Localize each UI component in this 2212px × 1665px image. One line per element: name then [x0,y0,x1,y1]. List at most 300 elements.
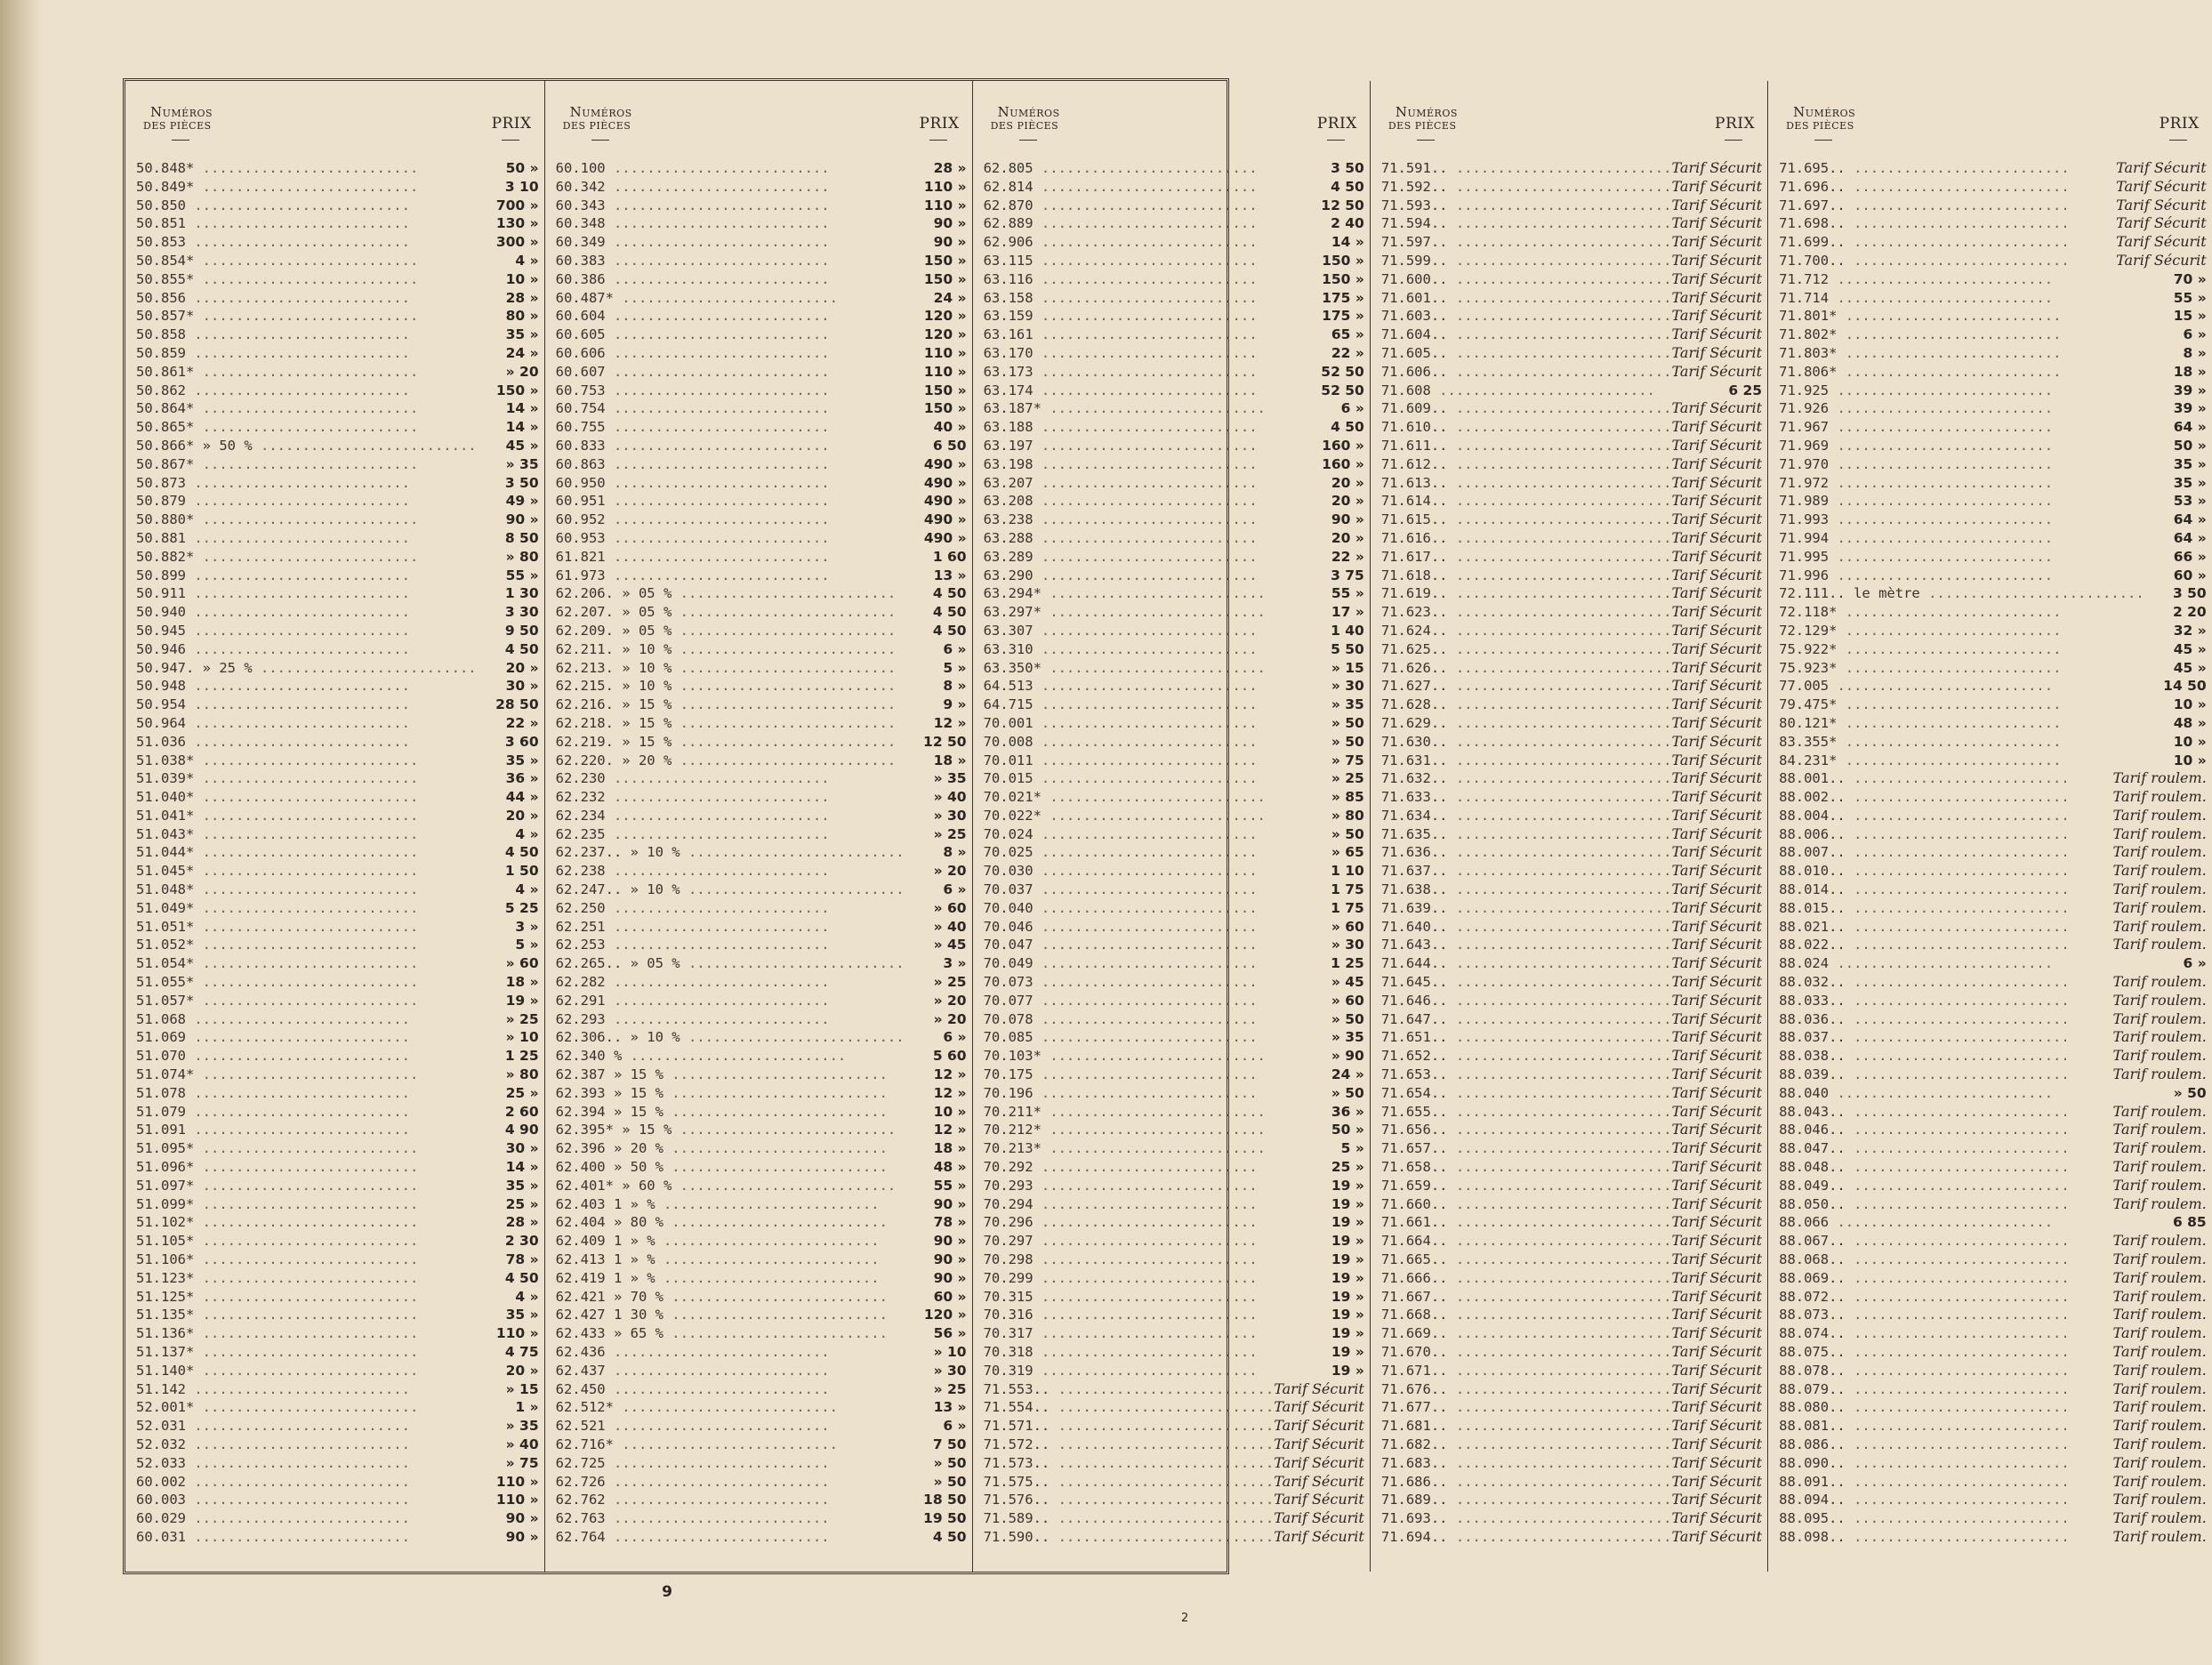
table-row [136,1509,539,1528]
part-number: 71.694.. ..... [1381,1528,1672,1547]
table-row [1381,270,1762,289]
part-number: 51.142 ..... [136,1380,477,1399]
table-row [984,1213,1364,1232]
table-row [556,1454,967,1473]
part-price: » 50 [1331,825,1364,842]
part-price: » 50 [1331,733,1364,750]
table-row [1779,548,2207,567]
table-row [984,1251,1364,1269]
part-number: 62.282 ..... [556,973,905,992]
table-row [556,1177,967,1195]
table-row [136,474,539,493]
part-number: 60.348 ..... [556,214,905,233]
part-number: 63.208 ..... [984,492,1302,511]
part-number: 71.637.. ..... [1381,862,1672,881]
table-row [556,807,967,825]
part-number: 62.512* ..... [556,1398,905,1417]
part-number: 50.964 ..... [136,714,477,733]
part-number: 88.068.. ..... [1779,1251,2112,1269]
part-price: 4 50 [504,844,539,861]
part-number: 70.211* ..... [984,1103,1302,1122]
part-price: 4 50 [1331,419,1364,436]
header-rule-right [929,140,947,141]
table-row [1779,1139,2207,1158]
part-number: 62.413 1 » % ..... [556,1251,905,1269]
column-header [136,81,539,136]
part-price: Tarif Sécurit [1671,1102,1763,1120]
part-number: 71.700.. ..... [1779,252,2116,270]
part-price: 110 » [495,1473,539,1490]
part-price: Tarif Sécurit [1671,603,1763,621]
table-row [1779,418,2207,437]
part-number: 88.040 ..... [1779,1084,2144,1103]
part-price: Tarif Sécurit [1671,973,1763,991]
table-row [1381,307,1762,326]
part-price: » 20 [933,992,967,1009]
table-row [556,843,967,862]
part-number: 51.140* ..... [136,1362,477,1380]
part-number: 51.102* ..... [136,1213,477,1232]
part-price: 120 » [923,326,967,343]
table-row [556,918,967,937]
table-row [984,178,1364,197]
part-number: 51.135* ..... [136,1306,477,1324]
part-price: Tarif roulem. [2112,1306,2207,1323]
part-number: 88.002.. ..... [1779,788,2112,807]
table-row [984,992,1364,1010]
table-row [556,1195,967,1214]
table-row [136,382,539,400]
part-price: Tarif roulem. [2112,1121,2207,1138]
part-price: 35 » [505,1177,539,1194]
part-number: 50.899 ..... [136,567,477,585]
table-row [984,1028,1364,1047]
part-number: 50.856 ..... [136,289,477,308]
table-row [1381,788,1762,807]
part-price: » 80 [505,548,539,565]
table-row [136,344,539,363]
part-number: 71.802* ..... [1779,326,2144,344]
table-row [136,677,539,696]
table-row [1381,918,1762,937]
part-number: 71.644.. ..... [1381,954,1672,973]
part-number: 71.666.. ..... [1381,1269,1672,1288]
part-price: » 15 [505,1380,539,1397]
table-row [136,455,539,474]
part-price: 90 » [933,215,967,232]
part-number: 62.291 ..... [556,992,905,1010]
table-row [1381,659,1762,678]
part-price: 24 » [1331,1066,1364,1083]
part-number: 51.049* ..... [136,899,477,918]
table-row [1381,1343,1762,1362]
table-row [984,307,1364,326]
table-row [136,918,539,937]
part-price: 5 » [1340,1140,1364,1157]
part-number: 70.212* ..... [984,1121,1302,1139]
table-row [1381,382,1762,400]
part-price: 65 » [1331,326,1364,343]
table-row [1381,1251,1762,1269]
part-price: Tarif roulem. [2112,769,2207,787]
part-price: 8 50 [504,529,539,546]
part-price: 5 25 [504,899,539,916]
part-number: 71.661.. ..... [1381,1213,1672,1232]
part-number: 79.475* ..... [1779,696,2144,714]
part-price: 55 » [933,1177,967,1194]
part-price: 48 » [2173,714,2207,731]
part-number: 71.686.. ..... [1381,1473,1672,1492]
table-row [556,1436,967,1454]
part-price: » 25 [933,1380,967,1397]
part-number: 62.215. » 10 % ..... [556,677,905,696]
part-number: 71.631.. ..... [1381,752,1672,770]
part-number: 70.008 ..... [984,733,1302,752]
part-price: 490 » [923,493,967,510]
table-row [1779,1028,2207,1047]
part-number: 71.699.. ..... [1779,233,2116,252]
table-row [1381,622,1762,640]
part-number: 51.099* ..... [136,1195,477,1214]
part-number: 71.633.. ..... [1381,788,1672,807]
part-number: 63.290 ..... [984,567,1302,585]
table-row [1779,752,2207,770]
table-row [1381,1121,1762,1139]
part-price: Tarif Sécurit [1671,843,1763,861]
part-price: 1 40 [1331,622,1364,639]
part-price: 490 » [923,529,967,546]
part-number: 88.066 ..... [1779,1213,2144,1232]
part-price: 110 » [923,344,967,361]
table-row [984,696,1364,714]
table-row [1381,1509,1762,1528]
part-price: 9 » [943,696,967,713]
table-row [984,659,1364,678]
part-price: 8 » [943,844,967,861]
table-row [556,936,967,954]
part-price: 3 75 [1331,567,1364,583]
table-row [1381,1158,1762,1177]
table-row [136,1103,539,1122]
part-number: 71.712 ..... [1779,270,2144,289]
table-row [136,1528,539,1547]
part-number: 51.048* ..... [136,881,477,899]
part-number: 71.677.. ..... [1381,1398,1672,1417]
table-row [984,1473,1364,1492]
table-row [136,1010,539,1029]
part-number: 71.600.. ..... [1381,270,1672,289]
table-row [556,752,967,770]
part-price: 3 50 [504,474,539,491]
part-number: 71.603.. ..... [1381,307,1672,326]
part-price: » 25 [505,1010,539,1027]
table-row [1381,1028,1762,1047]
part-price: 50 » [1331,1122,1364,1138]
part-number: 88.036.. ..... [1779,1010,2112,1029]
table-row [556,382,967,400]
part-price: 120 » [923,1307,967,1323]
part-price: Tarif Sécurit [1671,1324,1763,1342]
part-price: 90 » [933,1195,967,1212]
part-number: 71.714 ..... [1779,289,2144,308]
part-number: 70.196 ..... [984,1084,1302,1103]
part-number: 71.647.. ..... [1381,1010,1672,1029]
table-row [136,1398,539,1417]
part-number: 51.097* ..... [136,1177,477,1195]
part-number: 62.433 » 65 % ..... [556,1324,905,1343]
table-row [1779,1398,2207,1417]
part-number: 70.021* ..... [984,788,1302,807]
table-row [556,1491,967,1509]
part-price: 490 » [923,455,967,472]
part-price: 35 » [2173,455,2207,472]
part-number: 71.654.. ..... [1381,1084,1672,1103]
table-row [984,418,1364,437]
part-price: Tarif Sécurit [1671,621,1763,639]
part-number: 62.889 ..... [984,214,1302,233]
part-price: 78 » [505,1251,539,1268]
part-number: 71.670.. ..... [1381,1343,1672,1362]
part-price: 150 » [495,382,539,398]
table-row [984,1491,1364,1509]
table-row [136,511,539,529]
table-row [556,584,967,603]
part-price: 3 10 [504,178,539,195]
part-number: 62.387 » 15 % ..... [556,1066,905,1084]
part-price: Tarif Sécurit [1671,1028,1763,1046]
part-number: 63.161 ..... [984,326,1302,344]
header-des-pieces: DES PIÈCES [1388,120,1457,132]
part-price: 39 » [2173,400,2207,417]
table-row [1779,862,2207,881]
part-price: 6 » [943,881,967,898]
part-price: Tarif Sécurit [1671,991,1763,1009]
part-price: 3 60 [504,733,539,750]
part-price: 4 » [515,1288,539,1305]
part-number: 70.011 ..... [984,752,1302,770]
table-row [556,437,967,455]
part-number: 71.609.. ..... [1381,399,1672,418]
table-row [1779,511,2207,529]
table-row [556,511,967,529]
part-number: 51.043* ..... [136,825,477,844]
part-price: 64 » [2173,529,2207,546]
table-row [1779,714,2207,733]
table-row [1381,992,1762,1010]
table-row [1381,1454,1762,1473]
table-row [1381,233,1762,252]
header-des-pieces: DES PIÈCES [143,120,212,132]
table-row [556,659,967,678]
part-price: 55 » [1331,585,1364,602]
part-number: 71.630.. ..... [1381,733,1672,752]
part-price: Tarif roulem. [2112,991,2207,1009]
part-number: 62.209. » 05 % ..... [556,622,905,640]
part-price: Tarif Sécurit [1671,1379,1763,1397]
part-number: 62.230 ..... [556,769,905,788]
table-row [984,1436,1364,1454]
part-price: Tarif roulem. [2112,1324,2207,1342]
part-price: Tarif roulem. [2112,1435,2207,1452]
part-number: 62.401* » 60 % ..... [556,1177,905,1195]
part-price: 4 50 [932,604,967,621]
header-prix: PRIX [1316,115,1357,133]
part-price: 15 » [2173,308,2207,325]
part-price: 52 50 [1321,363,1364,380]
table-row [136,1436,539,1454]
table-row [1779,677,2207,696]
table-row [1779,1047,2207,1066]
part-price: 5 50 [1331,640,1364,657]
part-price: » 65 [1331,844,1364,861]
part-number: 71.624.. ..... [1381,622,1672,640]
part-price: » 50 [933,1473,967,1490]
table-row [556,326,967,344]
part-price: » 50 [1331,1084,1364,1101]
part-price: 24 » [933,289,967,306]
part-price: » 50 [2173,1084,2207,1101]
table-row [1779,825,2207,844]
table-row [984,1177,1364,1195]
part-price: Tarif Sécurit [1274,1379,1364,1397]
part-number: 88.047.. ..... [1779,1139,2112,1158]
header-prix: PRIX [919,115,960,133]
table-row [556,992,967,1010]
table-row [1779,788,2207,807]
part-price: » 40 [505,1436,539,1452]
part-price: » 10 [933,1344,967,1360]
part-price: 25 » [505,1195,539,1212]
table-row [1381,567,1762,585]
table-row [1381,807,1762,825]
part-number: 51.125* ..... [136,1288,477,1307]
part-number: 70.213* ..... [984,1139,1302,1158]
table-row [1779,881,2207,899]
part-price: Tarif roulem. [2112,1047,2207,1065]
part-number: 51.051* ..... [136,918,477,937]
part-number: 88.073.. ..... [1779,1306,2112,1324]
part-number: 62.521 ..... [556,1417,905,1436]
table-row [1381,399,1762,418]
part-price: 1 50 [504,863,539,880]
part-number: 71.646.. ..... [1381,992,1672,1010]
part-price: 19 » [1331,1344,1364,1360]
part-number: 88.049.. ..... [1779,1177,2112,1195]
table-row [136,954,539,973]
table-row [556,307,967,326]
part-price: 19 » [1331,1251,1364,1268]
part-price: 90 » [933,1269,967,1286]
part-price: 175 » [1322,308,1364,325]
part-number: 50.853 ..... [136,233,477,252]
header-rule-right [2169,140,2187,141]
table-row [1381,733,1762,752]
part-number: 51.045* ..... [136,862,477,881]
table-row [556,1269,967,1288]
table-row [1779,214,2207,233]
table-row [1779,1121,2207,1139]
table-row [1779,1417,2207,1436]
part-price: 150 » [923,270,967,287]
part-price: 30 » [505,1140,539,1157]
part-price: 30 » [505,678,539,695]
part-number: 88.069.. ..... [1779,1269,2112,1288]
part-price: 19 » [1331,1325,1364,1342]
part-number: 50.866* » 50 % ..... [136,437,477,455]
part-number: 50.857* ..... [136,307,477,326]
part-price: 1 60 [932,548,967,565]
part-number: 84.231* ..... [1779,752,2144,770]
part-price: 45 » [2173,659,2207,676]
part-number: 63.297* ..... [984,603,1302,622]
table-row [556,178,967,197]
table-row [136,399,539,418]
part-price: 6 » [1340,400,1364,417]
part-number: 70.292 ..... [984,1158,1302,1177]
table-row [556,1010,967,1029]
part-price: 6 » [2183,955,2207,972]
part-number: 71.611.. ..... [1381,437,1672,455]
part-number: 63.188 ..... [984,418,1302,437]
part-number: 62.207. » 05 % ..... [556,603,905,622]
part-price: » 25 [933,974,967,991]
table-row [556,289,967,308]
part-number: 51.038* ..... [136,752,477,770]
table-row [1779,1084,2207,1103]
table-row [556,640,967,659]
table-row [1381,1398,1762,1417]
table-row [984,455,1364,474]
part-number: 71.615.. ..... [1381,511,1672,529]
part-number: 88.021.. ..... [1779,918,2112,937]
table-row [984,788,1364,807]
table-row [1779,603,2207,622]
part-price: » 60 [1331,918,1364,935]
part-number: 71.625.. ..... [1381,640,1672,659]
table-row [136,1177,539,1195]
part-number: 88.010.. ..... [1779,862,2112,881]
table-row [136,492,539,511]
header-prix: PRIX [2159,115,2200,133]
part-price: Tarif Sécurit [1671,1139,1763,1157]
part-price: Tarif roulem. [2112,1287,2207,1305]
part-number: 71.591.. ..... [1381,159,1672,178]
part-price: Tarif Sécurit [1671,1232,1763,1250]
part-number: 71.592.. ..... [1381,178,1672,197]
table-row [556,622,967,640]
part-price: Tarif roulem. [2112,1102,2207,1120]
part-price: 64 » [2173,511,2207,528]
part-price: 78 » [933,1214,967,1231]
table-row [136,289,539,308]
part-price: Tarif Sécurit [1671,511,1763,528]
part-number: 88.046.. ..... [1779,1121,2112,1139]
part-price: 4 90 [504,1122,539,1138]
part-price: Tarif Sécurit [2116,177,2207,195]
table-row [1779,474,2207,493]
part-number: 50.854* ..... [136,252,477,270]
part-number: 70.046 ..... [984,918,1302,937]
table-row [556,455,967,474]
part-price: Tarif roulem. [2112,1028,2207,1046]
part-number: 60.833 ..... [556,437,905,455]
part-price: 490 » [923,511,967,528]
part-number: 71.668.. ..... [1381,1306,1672,1324]
part-price: 60 » [2173,567,2207,583]
table-row [984,326,1364,344]
part-number: 60.950 ..... [556,474,905,493]
part-price: 22 » [505,714,539,731]
